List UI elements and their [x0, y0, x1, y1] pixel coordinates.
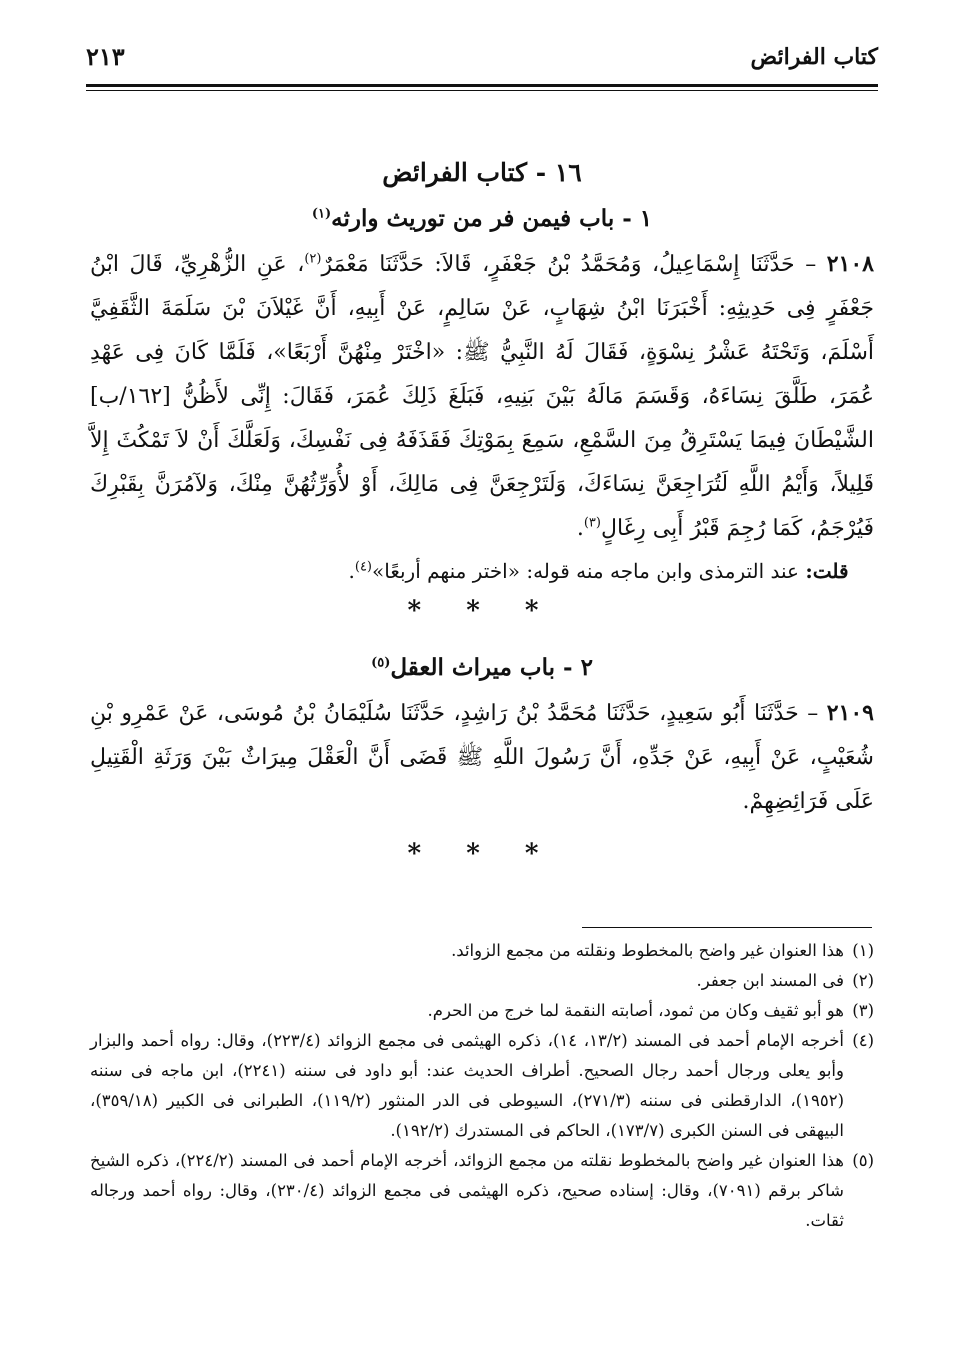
- footnote-divider: [582, 927, 872, 928]
- note-end: .: [348, 559, 355, 583]
- footnote-text: فى المسند ابن جعفر.: [696, 971, 844, 990]
- page-number: ٢١٣: [86, 42, 125, 71]
- section-title-1-text: ١ - باب فيمن فر من توريث وارثه: [331, 205, 653, 232]
- note-text: عند الترمذى وابن ماجه منه قوله: «اختر منهم أربعًا»: [372, 559, 799, 583]
- footnote-text: هذا العنوان غير واضح بالمخطوط نقلته من مجمع الزوائد، أخرجه الإمام أحمد فى المسند (٢٢٤/٢)، ذكره الشيخ شاكر برقم (٧٠٩١)، وقال: إسناده صحيح، ذكره الهيثمى فى مجمع الزوائد (٢٣٠/٤)، وقال: رواه أحمد ورجاله ثقات.: [90, 1151, 845, 1230]
- hadith-text-end: .: [576, 516, 584, 541]
- hadith-2109: ٢١٠٩ – حَدَّثَنَا أَبُو سَعِيدٍ، حَدَّثَنَا مُحَمَّدُ بْنُ رَاشِدٍ، حَدَّثَنَا سُلَيْمَانُ بْنُ مُوسَى، عَنْ عَمْرِو بْنِ شُعَيْبٍ، عَنْ أَبِيهِ، عَنْ جَدِّهِ، أَنَّ رَسُولَ اللَّهِ ﷺ قَضَى أَنَّ الْعَقْلَ مِيرَاثٌ بَيْنَ وَرَثَةِ الْقَتِيلِ عَلَى فَرَائِضِهِمْ.: [90, 700, 874, 814]
- hadith-number: ٢١٠٨: [826, 251, 874, 277]
- hadith-number: ٢١٠٩: [826, 700, 874, 726]
- footnote: [90, 936, 874, 966]
- footnote-number: (٥): [852, 1151, 874, 1170]
- chapter-title: ١٦ - كتاب الفرائض: [382, 158, 582, 187]
- page-header: [86, 40, 878, 80]
- footnote-ref: (٣): [583, 515, 601, 531]
- section-separator: * * *: [407, 596, 557, 626]
- section-separator: * * *: [407, 839, 557, 869]
- hadith-text: حَدَّثَنَا أَبُو سَعِيدٍ، حَدَّثَنَا مُحَمَّدُ بْنُ رَاشِدٍ، حَدَّثَنَا سُلَيْمَانُ بْنُ مُوسَى، عَنْ عَمْرِو بْنِ شُعَيْبٍ، عَنْ أَبِيهِ، عَنْ جَدِّهِ، أَنَّ رَسُولَ اللَّهِ ﷺ قَضَى أَنَّ الْعَقْلَ مِيرَاثٌ بَيْنَ وَرَثَةِ الْقَتِيلِ عَلَى فَرَائِضِهِمْ.: [90, 701, 874, 814]
- footnote-text: هو أبو ثقيف وكان من ثمود، أصابته النقمة لما خرج من الحرم.: [427, 1001, 844, 1020]
- hadith-text-a: حَدَّثَنَا إِسْمَاعِيلُ، وَمُحَمَّدُ بْنُ جَعْفَرٍ، قَالاَ: حَدَّثَنَا مَعْمَرٌ: [321, 252, 795, 277]
- main-text: [90, 150, 874, 874]
- footnote-ref: (٥): [371, 655, 391, 671]
- footnote-number: (٤): [852, 1031, 874, 1050]
- footnote-ref: (١): [311, 206, 332, 222]
- footnote-ref: (٤): [354, 559, 372, 575]
- running-title: كتاب الفرائض: [750, 44, 878, 70]
- footnote-number: (٢): [852, 971, 874, 990]
- footnote-ref: (٢): [304, 251, 322, 267]
- section-title-2-text: ٢ - باب ميراث العقل: [390, 654, 593, 681]
- section-title-1: [90, 196, 874, 242]
- footnote: [90, 996, 874, 1026]
- section-title-2: [90, 645, 874, 691]
- footnote: [90, 966, 874, 996]
- header-rule-thick: [86, 84, 878, 87]
- hadith-text-b: ، عَنِ الزُّهْرِيِّ، قَالَ ابْنُ جَعْفَرٍ فِى حَدِيثِهِ: أَخْبَرَنَا ابْنُ شِهَابٍ، عَنْ سَالِمٍ، عَنْ أَبِيهِ، أَنَّ غَيْلاَنَ بْنَ سَلَمَةَ الثَّقَفِيَّ أَسْلَمَ، وَتَحْتَهُ عَشْرُ نِسْوَةٍ، فَقَالَ لَهُ النَّبِيُّ ﷺ: «اخْتَرْ مِنْهُنَّ أَرْبَعًا»، فَلَمَّا كَانَ فِى عَهْدِ عُمَرَ، طَلَّقَ نِسَاءَهُ، وَقَسَمَ مَالَهُ بَيْنَ بَنِيهِ، فَبَلَغَ ذَلِكَ عُمَرَ، فَقَالَ: إِنِّى لأَظُنُّ [١٦٢/ب] الشَّيْطَانَ فِيمَا يَسْتَرِقُ مِنَ السَّمْعِ، سَمِعَ بِمَوْتِكَ فَقَذَفَهُ فِى نَفْسِكَ، وَلَعَلَّكَ أَنْ لاَ تَمْكُثَ إِلاَّ قَلِيلاً، وَأَيْمُ اللَّهِ لَتُرَاجِعَنَّ نِسَاءَكَ، وَلَتَرْجِعَنَّ فِى مَالِكَ، أَوْ لأُوَرِّثُهُنَّ مِنْكَ، وَلآمُرَنَّ بِقَبْرِكَ فَيُرْجَمُ، كَمَا رُجِمَ قَبْرُ أَبِى رِغَالٍ: [90, 252, 874, 541]
- footnote-number: (٣): [852, 1001, 874, 1020]
- note-label: قلت:: [805, 559, 849, 583]
- header-rule-thin: [86, 90, 878, 91]
- footnote: [90, 1026, 874, 1146]
- footnotes: [90, 936, 874, 1236]
- footnote-text: أخرجه الإمام أحمد فى المسند (١٣/٢، ١٤)، ذكره الهيثمى فى مجمع الزوائد (٢٢٣/٤)، وقال: رواه أحمد والبزار وأبو يعلى ورجال أحمد رجال الصحيح. أطراف الحديث عند: أبو داود فى سننه (٢٢٤١)، ابن ماجه فى سننه (١٩٥٢)، الدارقطنى فى سننه (٢٧١/٣)، السيوطى فى الدر المنثور (١١٩/٢)، الطبرانى فى الكبير (٣٥٩/١٨)، البيهقى فى السنن الكبرى (١٧٣/٧)، الحاكم فى المستدرك (١٩٢/٢).: [90, 1031, 844, 1140]
- editor-note: [90, 551, 874, 591]
- footnote-number: (١): [852, 941, 874, 960]
- hadith-2108: ٢١٠٨ – حَدَّثَنَا إِسْمَاعِيلُ، وَمُحَمَّدُ بْنُ جَعْفَرٍ، قَالاَ: حَدَّثَنَا مَعْمَرٌ$^{(٢)}$، عَنِ الزُّهْرِيِّ، قَالَ ابْنُ جَعْفَرٍ فِى حَدِيثِهِ: أَخْبَرَنَا ابْنُ شِهَابٍ، عَنْ سَالِمٍ، عَنْ أَبِيهِ، أَنَّ غَيْلاَنَ بْنَ سَلَمَةَ الثَّقَفِيَّ أَسْلَمَ، وَتَحْتَهُ عَشْرُ نِسْوَةٍ، فَقَالَ لَهُ النَّبِيُّ ﷺ: «اخْتَرْ مِنْهُنَّ أَرْبَعًا»، فَلَمَّا كَانَ فِى عَهْدِ عُمَرَ، طَلَّقَ نِسَاءَهُ، وَقَسَمَ مَالَهُ بَيْنَ بَنِيهِ، فَبَلَغَ ذَلِكَ عُمَرَ، فَقَالَ: إِنِّى لأَظُنُّ [١٦٢/ب] الشَّيْطَانَ فِيمَا يَسْتَرِقُ مِنَ السَّمْعِ، سَمِعَ بِمَوْتِكَ فَقَذَفَهُ فِى نَفْسِكَ، وَلَعَلَّكَ أَنْ لاَ تَمْكُثَ إِلاَّ قَلِيلاً، وَأَيْمُ اللَّهِ لَتُرَاجِعَنَّ نِسَاءَكَ، وَلَتَرْجِعَنَّ فِى مَالِكَ، أَوْ لأُوَرِّثُهُنَّ مِنْكَ، وَلآمُرَنَّ بِقَبْرِكَ فَيُرْجَمُ، كَمَا رُجِمَ قَبْرُ أَبِى رِغَالٍ$^{(٣)}$.: [90, 251, 874, 541]
- footnote-text: هذا العنوان غير واضح بالمخطوط ونقلته من مجمع الزوائد.: [451, 941, 844, 960]
- footnote: [90, 1146, 874, 1236]
